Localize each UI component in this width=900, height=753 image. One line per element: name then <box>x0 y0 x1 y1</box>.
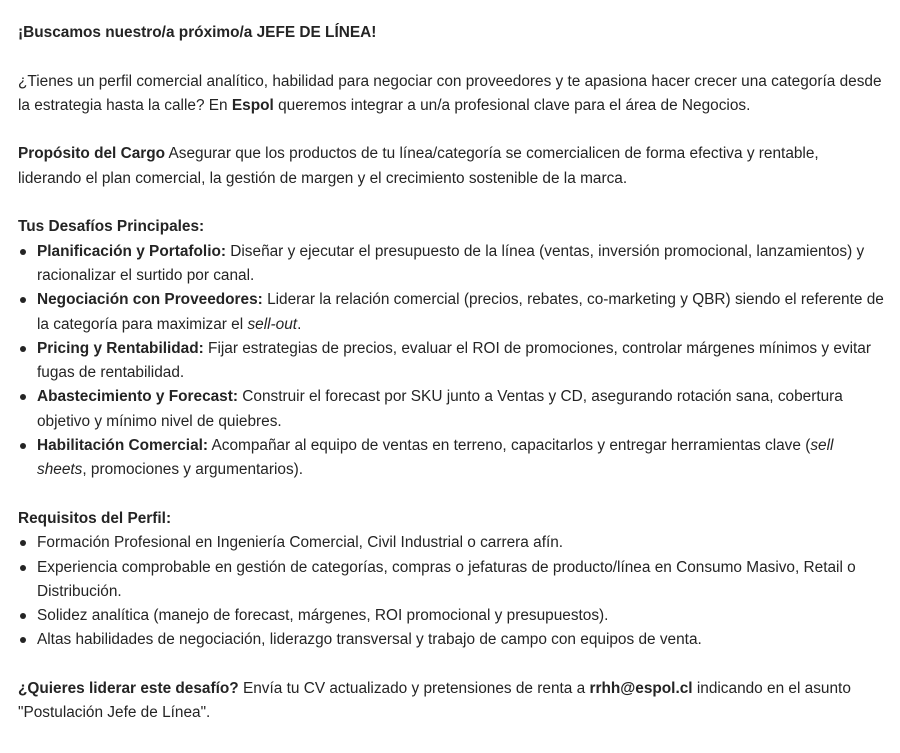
bullet-icon <box>20 613 26 619</box>
spacer <box>18 118 886 142</box>
challenge-text-end: , promociones y argumentarios). <box>82 461 304 479</box>
purpose-paragraph <box>18 142 886 191</box>
bullet-icon <box>20 394 26 400</box>
requirement-text: Solidez analítica (manejo de forecast, márgenes, ROI promocional y presupuestos). <box>37 607 609 625</box>
list-item <box>18 385 886 434</box>
spacer <box>18 483 886 507</box>
challenge-label: Abastecimiento y Forecast: <box>37 388 238 406</box>
cta-paragraph <box>18 677 886 726</box>
challenge-label: Planificación y Portafolio: <box>37 242 226 260</box>
list-item <box>18 531 886 555</box>
list-item <box>18 556 886 605</box>
contact-email: rrhh@espol.cl <box>589 680 693 698</box>
bullet-icon <box>20 346 26 352</box>
challenge-label: Negociación con Proveedores: <box>37 291 263 309</box>
challenge-text: Acompañar al equipo de ventas en terreno, capacitarlos y entregar herramientas clave ( <box>208 437 811 455</box>
bullet-icon <box>20 249 26 255</box>
company-name: Espol <box>231 96 274 114</box>
challenge-text: Liderar la relación comercial (precios, rebates, co-marketing y QBR) siendo el referente de la categoría para maximizar el <box>37 291 884 333</box>
list-item <box>18 337 886 386</box>
list-item <box>18 288 886 337</box>
spacer <box>18 45 886 69</box>
bullet-icon <box>20 297 26 303</box>
cta-text: Envía tu CV actualizado y pretensiones de renta a <box>238 680 590 698</box>
challenge-italic-term: sell-out <box>247 315 298 333</box>
spacer <box>18 653 886 677</box>
list-item <box>18 240 886 289</box>
challenges-list <box>18 240 886 483</box>
headline <box>18 21 886 45</box>
requirements-title <box>18 507 886 531</box>
headline-text: ¡Buscamos nuestro/a próximo/a JEFE DE LÍNEA! <box>18 24 377 41</box>
requirements-title-text: Requisitos del Perfil: <box>18 509 172 527</box>
cta-question: ¿Quieres liderar este desafío? <box>18 680 239 698</box>
list-item <box>18 434 886 483</box>
challenge-text: Construir el forecast por SKU junto a Ventas y CD, asegurando rotación sana, cobertura objetivo y mínimo nivel de quiebres. <box>37 388 843 430</box>
challenges-title-text: Tus Desafíos Principales: <box>18 218 205 236</box>
requirement-text: Altas habilidades de negociación, liderazgo transversal y trabajo de campo con equipos de venta. <box>37 631 702 649</box>
bullet-icon <box>20 565 26 571</box>
challenge-label: Pricing y Rentabilidad: <box>37 339 204 357</box>
purpose-label: Propósito del Cargo <box>18 145 166 163</box>
requirement-text: Formación Profesional en Ingeniería Comercial, Civil Industrial o carrera afín. <box>37 534 564 552</box>
challenge-text: Diseñar y ejecutar el presupuesto de la línea (ventas, inversión promocional, lanzamientos) y racionalizar el surtido por canal. <box>37 242 865 284</box>
challenge-label: Habilitación Comercial: <box>37 437 209 455</box>
list-item <box>18 628 886 652</box>
intro-paragraph <box>18 70 886 119</box>
requirements-list <box>18 531 886 652</box>
purpose-text: Asegurar que los productos de tu línea/categoría se comercialicen de forma efectiva y rentable, liderando el plan comercial, la gestión de margen y el crecimiento sostenible de la marca. <box>18 145 819 187</box>
bullet-icon <box>20 443 26 449</box>
list-item <box>18 604 886 628</box>
challenges-title <box>18 215 886 239</box>
intro-text: ¿Tienes un perfil comercial analítico, habilidad para negociar con proveedores y te apasiona hacer crecer una categoría desde la estrategia hasta la calle? En <box>18 72 882 114</box>
challenge-italic-term: sell sheets <box>37 437 834 479</box>
bullet-icon <box>20 540 26 546</box>
challenge-text-end: . <box>297 315 302 333</box>
intro-text-end: queremos integrar a un/a profesional clave para el área de Negocios. <box>273 96 751 114</box>
spacer <box>18 191 886 215</box>
cta-text-end: indicando en el asunto "Postulación Jefe de Línea". <box>18 680 851 722</box>
requirement-text: Experiencia comprobable en gestión de categorías, compras o jefaturas de producto/línea en Consumo Masivo, Retail o Distribución. <box>37 558 856 600</box>
bullet-icon <box>20 637 26 643</box>
challenge-text: Fijar estrategias de precios, evaluar el ROI de promociones, controlar márgenes mínimos y evitar fugas de rentabilidad. <box>37 339 871 382</box>
